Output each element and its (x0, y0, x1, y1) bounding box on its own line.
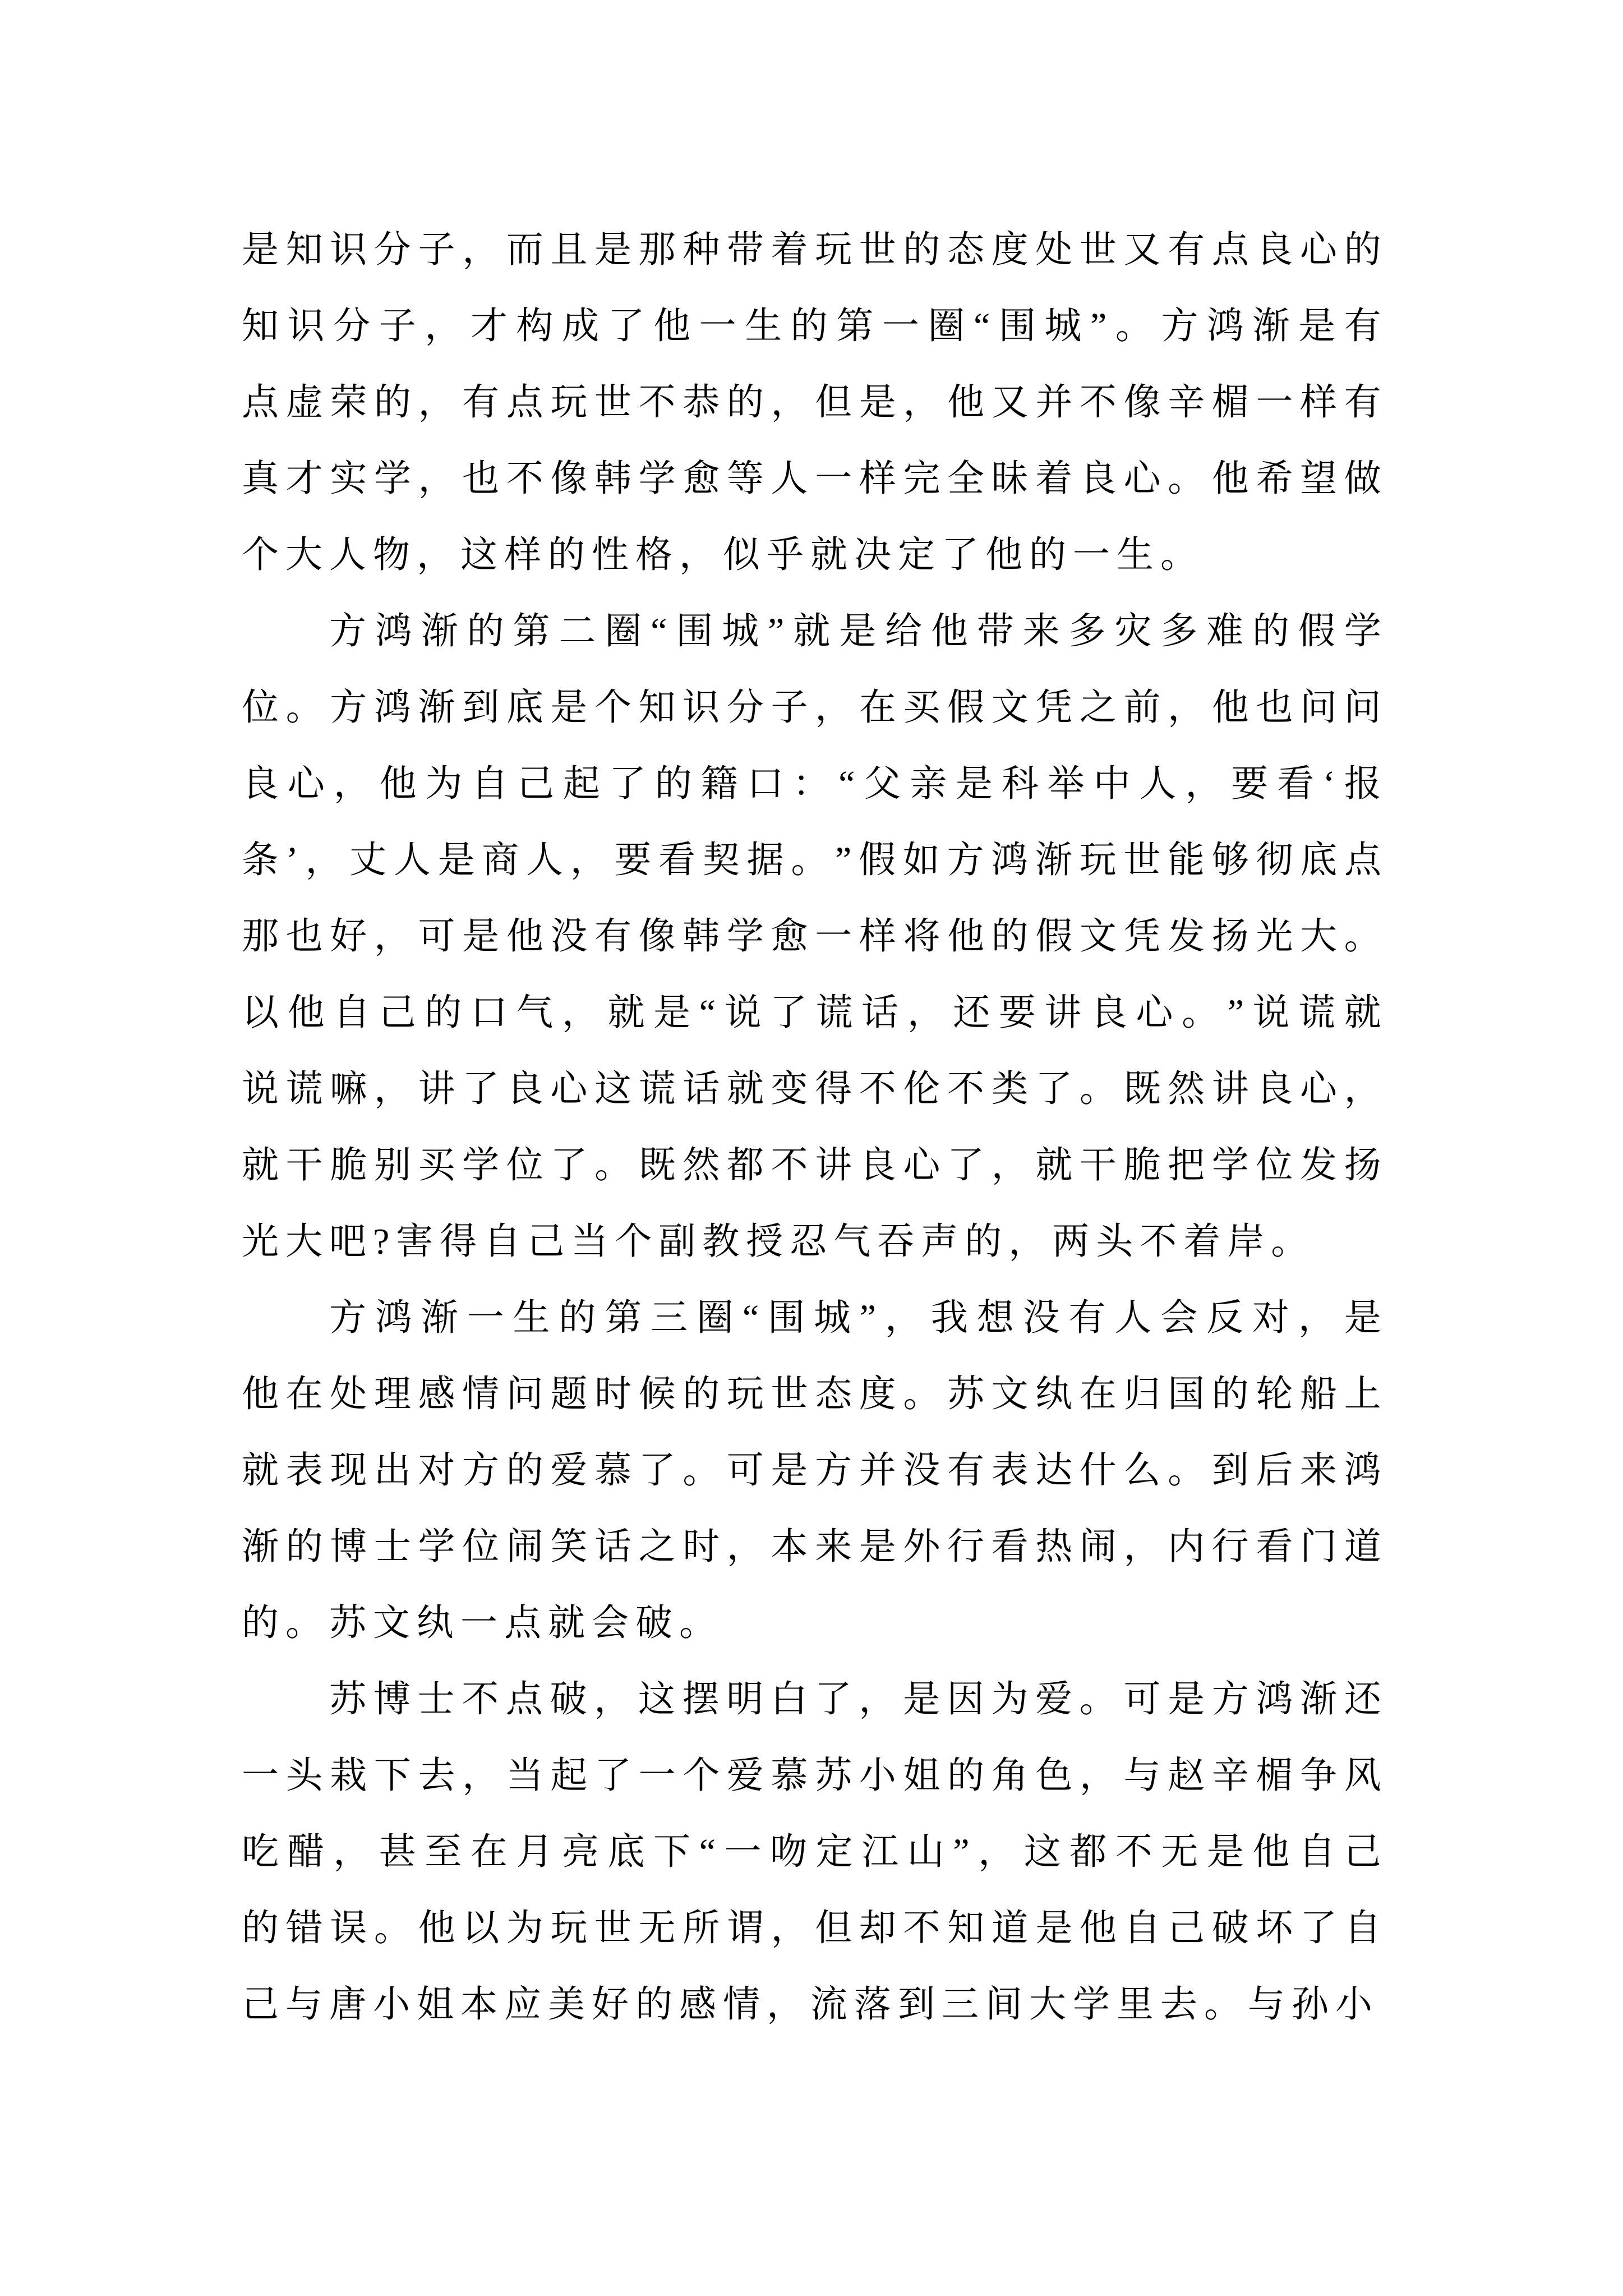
text-line: 位 。 方 鸿 渐 到 底 是 个 知 识 分 子 ， 在 买 假 文 凭 之 前 ， 他 也 问 问 (242, 687, 1381, 728)
text-line: 知 识 分 子 ， 才 构 成 了 他 一 生 的 第 一 圈 “ 围 城 ” 。 方 鸿 渐 是 有 (242, 306, 1381, 347)
text-line: 苏 博 士 不 点 破 ， 这 摆 明 白 了 ， 是 因 为 爱 。 可 是 方 鸿 渐 还 (329, 1679, 1381, 1720)
paragraph-2 (242, 593, 1381, 1280)
text-line: 良 心 ， 他 为 自 己 起 了 的 籍 口 ： “ 父 亲 是 科 举 中 人 ， 要 看 ‘ 报 (242, 763, 1381, 804)
text-line: 是 知 识 分 子 ， 而 且 是 那 种 带 着 玩 世 的 态 度 处 世 又 有 点 良 心 的 (242, 229, 1381, 270)
paragraph-4 (242, 1662, 1381, 2043)
text-line: 光大吧?害得自己当个副教授忍气吞声的，两头不着岸。 (242, 1221, 1315, 1262)
essay-text-block (242, 212, 1381, 2043)
text-line: 以 他 自 己 的 口 气 ， 就 是 “ 说 了 谎 话 ， 还 要 讲 良 心 。 ” 说 谎 就 (242, 992, 1381, 1033)
paragraph-1 (242, 212, 1381, 593)
text-line: 就 表 现 出 对 方 的 爱 慕 了 。 可 是 方 并 没 有 表 达 什 么 。 到 后 来 鸿 (242, 1450, 1381, 1491)
text-line: 点 虚 荣 的 ， 有 点 玩 世 不 恭 的 ， 但 是 ， 他 又 并 不 像 辛 楣 一 样 有 (242, 382, 1381, 423)
paragraph-3 (242, 1280, 1381, 1662)
text-line: 己与唐小姐本应美好的感情，流落到三间大学里去。与孙小 (242, 1984, 1379, 2025)
text-line: 个大人物，这样的性格，似乎就决定了他的一生。 (242, 535, 1204, 576)
text-line: 方 鸿 渐 的 第 二 圈 “ 围 城 ” 就 是 给 他 带 来 多 灾 多 难 的 假 学 (329, 611, 1381, 652)
text-line: 的 错 误 。 他 以 为 玩 世 无 所 谓 ， 但 却 不 知 道 是 他 自 己 破 坏 了 自 (242, 1908, 1381, 1949)
text-line: 渐 的 博 士 学 位 闹 笑 话 之 时 ， 本 来 是 外 行 看 热 闹 ， 内 行 看 门 道 (242, 1526, 1381, 1567)
text-line: 条 ’ ， 丈 人 是 商 人 ， 要 看 契 据 。 ” 假 如 方 鸿 渐 玩 世 能 够 彻 底 点 (242, 840, 1381, 881)
text-line: 说 谎 嘛 ， 讲 了 良 心 这 谎 话 就 变 得 不 伦 不 类 了 。 既 然 讲 良 心 ， (242, 1069, 1381, 1110)
text-line: 的。苏文纨一点就会破。 (242, 1603, 723, 1644)
text-line: 就 干 脆 别 买 学 位 了 。 既 然 都 不 讲 良 心 了 ， 就 干 脆 把 学 位 发 扬 (242, 1145, 1381, 1186)
text-line: 吃 醋 ， 甚 至 在 月 亮 底 下 “ 一 吻 定 江 山 ” ， 这 都 不 无 是 他 自 己 (242, 1832, 1381, 1872)
text-line: 那 也 好 ， 可 是 他 没 有 像 韩 学 愈 一 样 将 他 的 假 文 凭 发 扬 光 大 。 (242, 916, 1381, 957)
text-line: 真 才 实 学 ， 也 不 像 韩 学 愈 等 人 一 样 完 全 昧 着 良 心 。 他 希 望 做 (242, 458, 1381, 499)
text-line: 他 在 处 理 感 情 问 题 时 候 的 玩 世 态 度 。 苏 文 纨 在 归 国 的 轮 船 上 (242, 1374, 1381, 1415)
text-line: 一 头 栽 下 去 ， 当 起 了 一 个 爱 慕 苏 小 姐 的 角 色 ， 与 赵 辛 楣 争 风 (242, 1755, 1381, 1796)
text-line: 方 鸿 渐 一 生 的 第 三 圈 “ 围 城 ” ， 我 想 没 有 人 会 反 对 ， 是 (329, 1297, 1381, 1338)
